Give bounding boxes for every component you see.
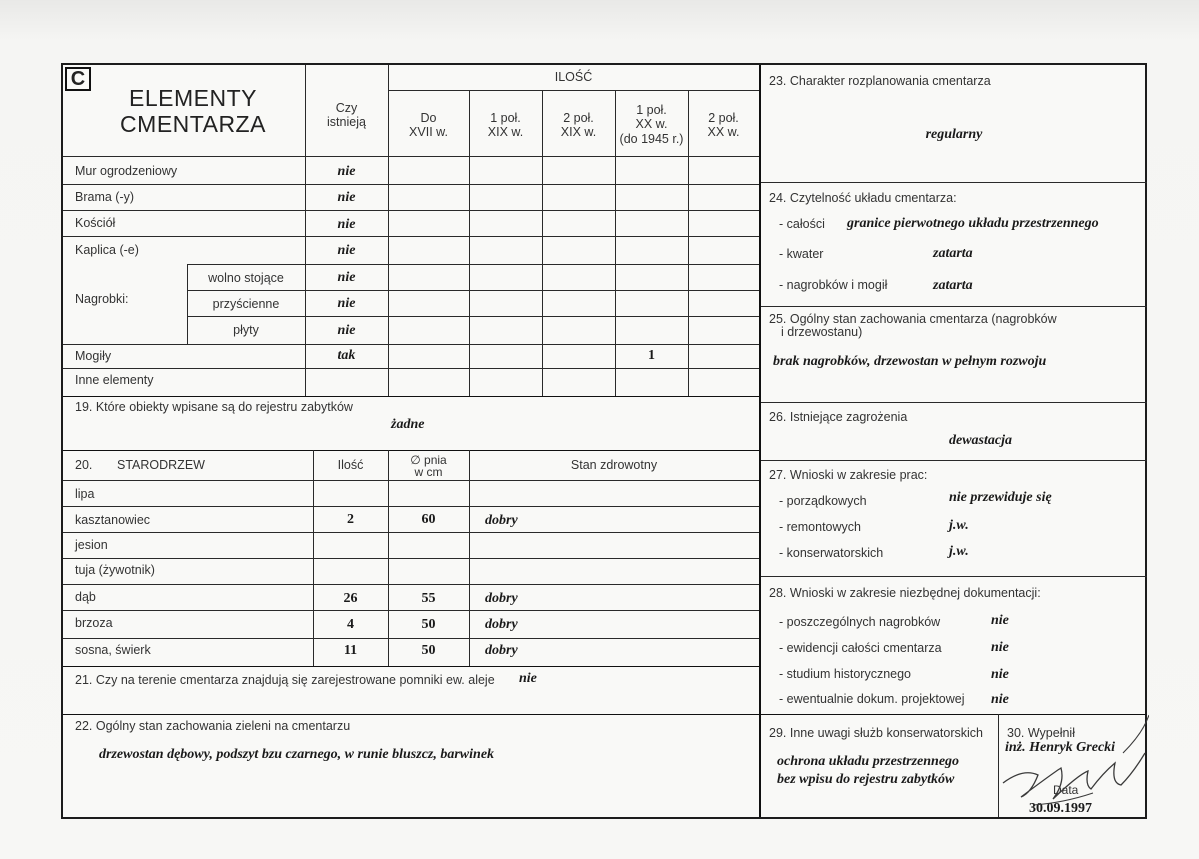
element-label: Inne elementy	[75, 373, 154, 387]
q26-answer: dewastacja	[949, 433, 1012, 448]
trees-diameter-header: ∅ pnia w cm	[410, 453, 447, 479]
q28-label: 28. Wnioski w zakresie niezbędnej dokumentacji:	[769, 586, 1041, 600]
q27-item-value: j.w.	[949, 518, 969, 533]
q28-item-label: - poszczególnych nagrobków	[779, 615, 941, 629]
element-label: Mur ogrodzeniowy	[75, 164, 178, 178]
q28-item-label: - studium historycznego	[779, 667, 912, 681]
q22-label: 22. Ogólny stan zachowania zieleni na cmentarzu	[75, 719, 351, 733]
tree-health: dobry	[485, 643, 518, 658]
q28-item-value: nie	[991, 613, 1009, 628]
element-label: Mogiły	[75, 349, 112, 363]
period-header-2: 1 poł. XIX w.	[487, 111, 524, 140]
q29-answer: ochrona układu przestrzennego bez wpisu do rejestru zabytków	[777, 754, 960, 787]
q27-item-value: nie przewiduje się	[949, 490, 1052, 505]
q19-label: 19. Które obiekty wpisane są do rejestru zabytków	[75, 400, 353, 414]
section-title	[103, 85, 283, 138]
element-value: tak	[337, 348, 356, 363]
element-label: Brama (-y)	[75, 190, 135, 204]
q28-item-value: nie	[991, 667, 1009, 682]
tree-health: dobry	[485, 513, 518, 528]
q28-item-label: - ewentualnie dokum. projektowej	[779, 692, 965, 706]
q30-date: 30.09.1997	[1029, 801, 1092, 816]
trees-number: 20.	[75, 458, 93, 472]
q25-answer: brak nagrobków, drzewostan w pełnym rozwoju	[773, 354, 1047, 369]
tree-count: 11	[343, 643, 358, 658]
q28-item-value: nie	[991, 640, 1009, 655]
element-value: nie	[337, 164, 356, 179]
q19-answer: żadne	[391, 417, 425, 432]
tree-name: tuja (żywotnik)	[75, 563, 155, 577]
tree-count: 26	[343, 591, 358, 606]
element-label: płyty	[233, 323, 259, 337]
q28-item-value: nie	[991, 692, 1009, 707]
element-label: Kaplica (-e)	[75, 243, 139, 257]
period-header-1: Do XVII w.	[409, 111, 448, 140]
trees-count-header: Ilość	[337, 458, 364, 472]
q21-label: 21. Czy na terenie cmentarza znajdują się zarejestrowane pomniki ew. aleje	[75, 673, 495, 687]
q30-date-label: Data	[1053, 783, 1079, 797]
q24-whole-value: granice pierwotnego układu przestrzennego	[847, 216, 1099, 231]
q24-whole-label: - całości	[779, 217, 825, 231]
tree-name: sosna, świerk	[75, 643, 151, 657]
element-value: nie	[337, 296, 356, 311]
q24-graves-label: - nagrobków i mogił	[779, 278, 888, 292]
tree-name: lipa	[75, 487, 95, 501]
element-value: nie	[337, 270, 356, 285]
title-line2: CMENTARZA	[120, 111, 266, 138]
tree-diameter: 55	[421, 591, 436, 606]
tree-name: jesion	[75, 538, 108, 552]
q28-item-label: - ewidencji całości cmentarza	[779, 641, 942, 655]
element-value: nie	[337, 323, 356, 338]
tree-count: 2	[347, 512, 354, 527]
q26-label: 26. Istniejące zagrożenia	[769, 410, 908, 424]
q24-graves-value: zatarta	[933, 278, 973, 293]
trees-health-header: Stan zdrowotny	[570, 458, 658, 472]
tree-diameter: 50	[421, 643, 436, 658]
element-label: przyścienne	[212, 297, 280, 311]
tree-diameter: 50	[421, 617, 436, 632]
tree-name: brzoza	[75, 616, 113, 630]
q27-label: 27. Wnioski w zakresie prac:	[769, 468, 928, 482]
exists-header: Czy istnieją	[327, 101, 366, 130]
q22-answer: drzewostan dębowy, podszyt bzu czarnego, w runie bluszcz, barwinek	[99, 747, 495, 762]
trees-header: STARODRZEW	[117, 458, 205, 472]
element-value: nie	[337, 190, 356, 205]
q21-answer: nie	[519, 671, 537, 686]
q23-label: 23. Charakter rozplanowania cmentarza	[769, 74, 991, 88]
main-divider	[759, 65, 761, 817]
q27-item-label: - konserwatorskich	[779, 546, 884, 560]
graves-label: Nagrobki:	[75, 292, 129, 306]
element-value: nie	[337, 217, 356, 232]
q24-quarters-value: zatarta	[933, 246, 973, 261]
q27-item-label: - porządkowych	[779, 494, 867, 508]
element-label: Kościół	[75, 216, 116, 230]
quantity-header: ILOŚĆ	[554, 70, 593, 84]
q30-label: 30. Wypełnił	[1007, 726, 1075, 740]
signature-mark	[993, 713, 1149, 819]
tree-count: 4	[347, 617, 354, 632]
inventory-form	[61, 63, 1147, 819]
title-line1: ELEMENTY	[129, 85, 257, 111]
period-header-5: 2 poł. XX w.	[707, 111, 740, 140]
element-label: wolno stojące	[208, 271, 284, 285]
section-letter: C	[65, 67, 91, 91]
q27-item-value: j.w.	[949, 544, 969, 559]
q25-label: 25. Ogólny stan zachowania cmentarza (nagrobków i drzewostanu)	[769, 312, 1057, 340]
tree-health: dobry	[485, 591, 518, 606]
tree-name: dąb	[75, 590, 96, 604]
q23-answer: regularny	[925, 127, 983, 142]
q24-label: 24. Czytelność układu cmentarza:	[769, 191, 957, 205]
tree-diameter: 60	[421, 512, 436, 527]
q30-name: inż. Henryk Grecki	[1005, 740, 1116, 755]
tree-name: kasztanowiec	[75, 513, 151, 527]
element-value: nie	[337, 243, 356, 258]
q24-quarters-label: - kwater	[779, 247, 824, 261]
tree-health: dobry	[485, 617, 518, 632]
period-header-4: 1 poł. XX w. (do 1945 r.)	[619, 103, 684, 146]
period-header-3: 2 poł. XIX w.	[560, 111, 597, 140]
q27-item-label: - remontowych	[779, 520, 861, 534]
q29-label: 29. Inne uwagi służb konserwatorskich	[769, 726, 984, 740]
graves-count-1945: 1	[648, 348, 655, 363]
